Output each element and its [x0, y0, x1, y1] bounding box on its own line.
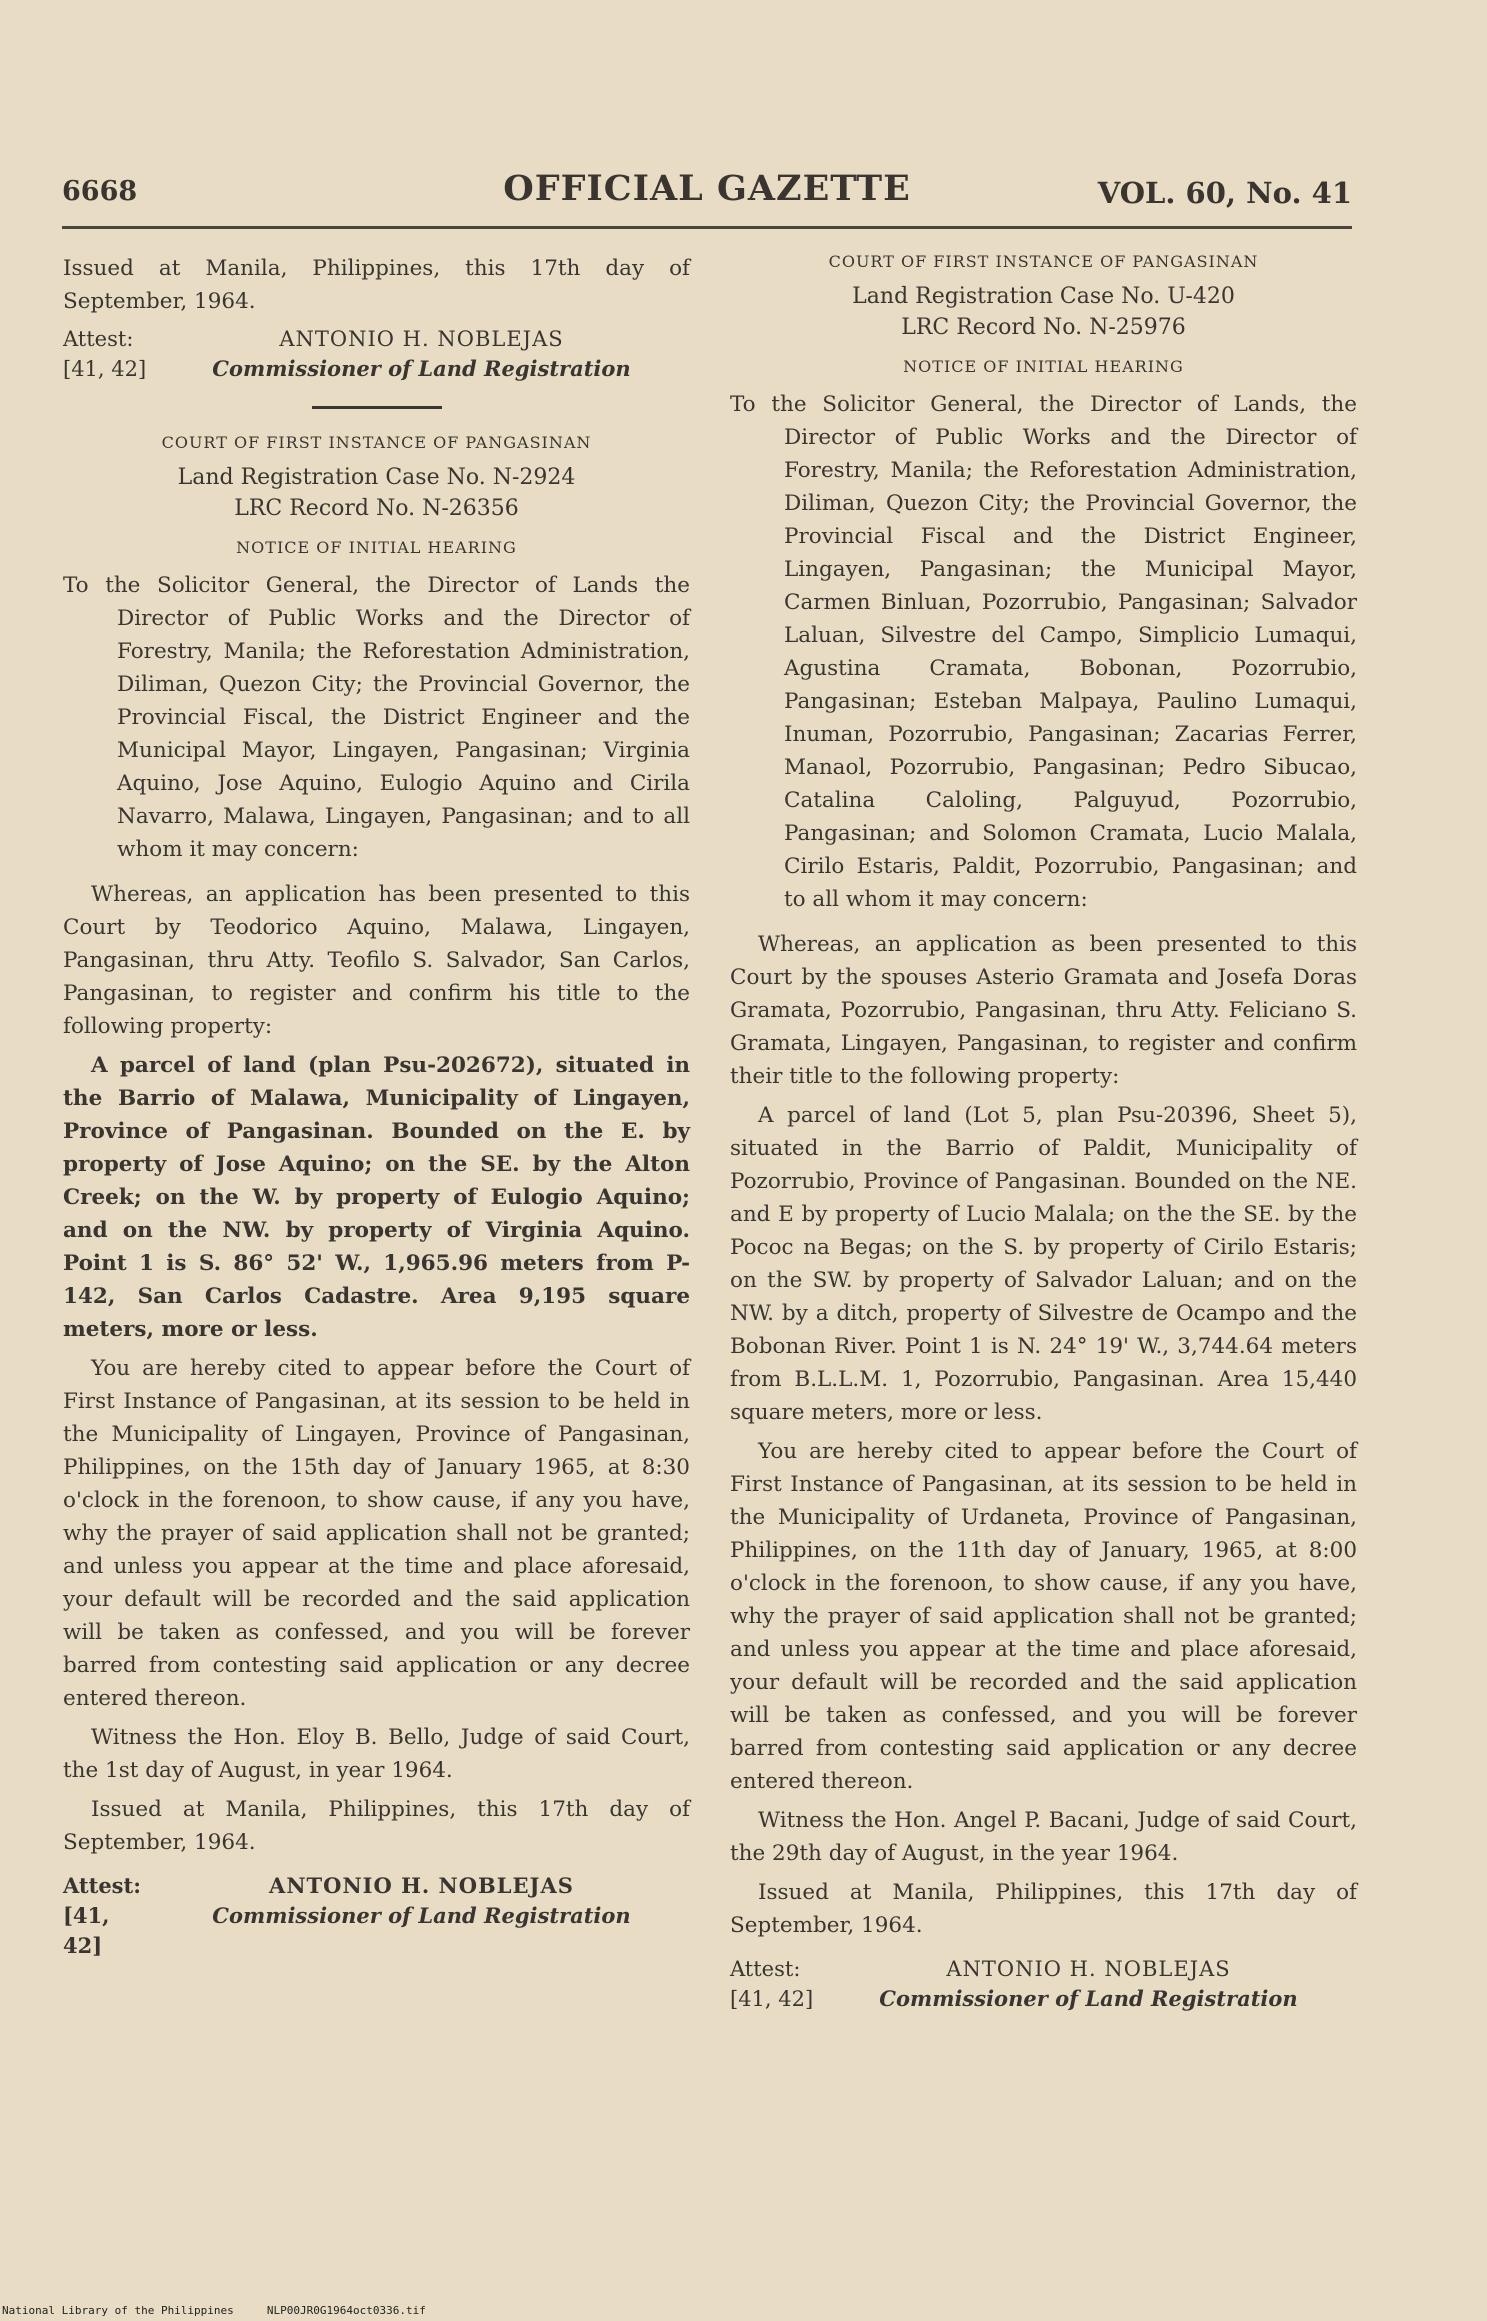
- left-column: [63, 252, 690, 1961]
- attest-line-2: [730, 1984, 1357, 2014]
- volume-number: VOL. 60, No. 41: [1097, 176, 1352, 210]
- citation-paragraph: You are hereby cited to appear before the Court of First Instance of Pangasinan, at its session to be held in the Municipality of Lingayen, Province of Pangasinan, Philippines, on the 15th day of January 1965, at 8:30 o'clock in the forenoon, to show cause, if any you have, why the prayer of said application shall not be granted; and unless you appear at the time and place aforesaid, your default will be recorded and the said application will be taken as confessed, and you will be forever barred from contesting said application or any decree entered thereon.: [63, 1356, 690, 1711]
- whereas-paragraph: Whereas, an application as been presented to this Court by the spouses Asterio Gramata and Josefa Doras Gramata, Pozorrubio, Pangasinan, thru Atty. Feliciano S. Gramata, Lingayen, Pangasinan, to register and confirm their title to the following property:: [730, 932, 1357, 1089]
- section-separator: [312, 406, 442, 409]
- attest-ref: [41, 42]: [730, 1987, 814, 2011]
- witness-paragraph: Witness the Hon. Angel P. Bacani, Judge of said Court, the 29th day of August, in the year 1964.: [730, 1808, 1357, 1866]
- attest-block: [63, 1871, 690, 1961]
- top-attest-label: Attest:: [63, 327, 134, 351]
- page-header: [62, 168, 1352, 216]
- page-number: 6668: [62, 176, 138, 207]
- top-attest-title: Commissioner of Land Registration: [212, 356, 631, 381]
- attest-line-1: [63, 1871, 690, 1901]
- attest-label: Attest:: [63, 1873, 141, 1898]
- header-rule: [62, 226, 1352, 229]
- footer-filename: NLP00JR0G1964oct0336.tif: [266, 2304, 426, 2317]
- top-attest-name: ANTONIO H. NOBLEJAS: [279, 327, 564, 351]
- witness-paragraph: Witness the Hon. Eloy B. Bello, Judge of said Court, the 1st day of August, in year 1964.: [63, 1725, 690, 1783]
- lrc-record: LRC Record No. N-26356: [234, 496, 519, 521]
- publication-title: OFFICIAL GAZETTE: [503, 168, 911, 209]
- court-heading: COURT OF FIRST INSTANCE OF PANGASINAN: [828, 252, 1259, 271]
- top-attest-line-1: [63, 324, 690, 354]
- notice-heading: NOTICE OF INITIAL HEARING: [903, 357, 1184, 376]
- attest-title: Commissioner of Land Registration: [212, 1903, 631, 1928]
- parcel-description: A parcel of land (Lot 5, plan Psu-20396, Sheet 5), situated in the Barrio of Paldit, Municipality of Pozorrubio, Province of Pangasinan. Bounded on the NE. and E by property of Lucio Malala; on the the SE. by the Pococ na Begas; on the S. by property of Cirilo Estaris; on the SW. by property of Salvador Laluan; and on the NW. by a ditch, property of Silvestre de Ocampo and the Bobonan River. Point 1 is N. 24° 19' W., 3,744.64 meters from B.L.L.M. 1, Pozorrubio, Pangasinan. Area 15,440 square meters, more or less.: [730, 1103, 1357, 1425]
- issued-paragraph: Issued at Manila, Philippines, this 17th day of September, 1964.: [730, 1880, 1357, 1938]
- top-attest-line-2: [63, 354, 690, 384]
- attest-block: [730, 1954, 1357, 2014]
- attest-line-1: [730, 1954, 1357, 1984]
- case-number: Land Registration Case No. U-420: [852, 284, 1235, 309]
- attest-name: ANTONIO H. NOBLEJAS: [269, 1873, 574, 1898]
- citation-paragraph: You are hereby cited to appear before the Court of First Instance of Pangasinan, at its session to be held in the Municipality of Urdaneta, Province of Pangasinan, Philippines, on the 11th day of January, 1965, at 8:00 o'clock in the forenoon, to show cause, if any you have, why the prayer of said application shall not be granted; and unless you appear at the time and place aforesaid, your default will be recorded and the said application will be taken as confessed, and you will be forever barred from contesting said application or any decree entered thereon.: [730, 1439, 1357, 1794]
- top-attest-ref: [41, 42]: [63, 357, 147, 381]
- right-column: [730, 252, 1357, 2014]
- case-number: Land Registration Case No. N-2924: [177, 465, 576, 490]
- attest-ref: [41, 42]: [63, 1903, 110, 1958]
- lrc-record: LRC Record No. N-25976: [901, 315, 1186, 340]
- attest-line-2: [63, 1901, 690, 1961]
- attest-label: Attest:: [730, 1957, 801, 1981]
- attest-name: ANTONIO H. NOBLEJAS: [946, 1957, 1231, 1981]
- parcel-description: A parcel of land (plan Psu-202672), situated in the Barrio of Malawa, Municipality of Lingayen, Province of Pangasinan. Bounded on the E. by property of Jose Aquino; on the SE. by the Alton Creek; on the W. by property of Eulogio Aquino; and on the NW. by property of Virginia Aquino. Point 1 is S. 86° 52' W., 1,965.96 meters from P-142, San Carlos Cadastre. Area 9,195 square meters, more or less.: [63, 1053, 690, 1342]
- footer-library: National Library of the Philippines: [2, 2304, 234, 2317]
- whereas-paragraph: Whereas, an application has been presented to this Court by Teodorico Aquino, Malawa, Lingayen, Pangasinan, thru Atty. Teofilo S. Salvador, San Carlos, Pangasinan, to register and confirm his title to the following property:: [63, 882, 690, 1039]
- notice-heading: NOTICE OF INITIAL HEARING: [236, 538, 517, 557]
- court-heading: COURT OF FIRST INSTANCE OF PANGASINAN: [161, 433, 592, 452]
- addressee-paragraph: To the Solicitor General, the Director of Lands the Director of Public Works and the Director of Forestry, Manila; the Reforestation Administration, Diliman, Quezon City; the Provincial Governor, the Provincial Fiscal, the District Engineer and the Municipal Mayor, Lingayen, Pangasinan; Virginia Aquino, Jose Aquino, Eulogio Aquino and Cirila Navarro, Malawa, Lingayen, Pangasinan; and to all whom it may concern:: [63, 573, 690, 862]
- top-issued-text: Issued at Manila, Philippines, this 17th day of September, 1964.: [63, 256, 690, 314]
- issued-paragraph: Issued at Manila, Philippines, this 17th day of September, 1964.: [63, 1797, 690, 1855]
- attest-title: Commissioner of Land Registration: [879, 1986, 1298, 2011]
- scan-footer: [2, 2304, 426, 2317]
- addressee-paragraph: To the Solicitor General, the Director of Lands, the Director of Public Works and the Director of Forestry, Manila; the Reforestation Administration, Diliman, Quezon City; the Provincial Governor, the Provincial Fiscal and the District Engineer, Lingayen, Pangasinan; the Municipal Mayor, Carmen Binluan, Pozorrubio, Pangasinan; Salvador Laluan, Silvestre del Campo, Simplicio Lumaqui, Agustina Cramata, Bobonan, Pozorrubio, Pangasinan; Esteban Malpaya, Paulino Lumaqui, Inuman, Pozorrubio, Pangasinan; Zacarias Ferrer, Manaol, Pozorrubio, Pangasinan; Pedro Sibucao, Catalina Caloling, Palguyud, Pozorrubio, Pangasinan; and Solomon Cramata, Lucio Malala, Cirilo Estaris, Paldit, Pozorrubio, Pangasinan; and to all whom it may concern:: [730, 392, 1357, 912]
